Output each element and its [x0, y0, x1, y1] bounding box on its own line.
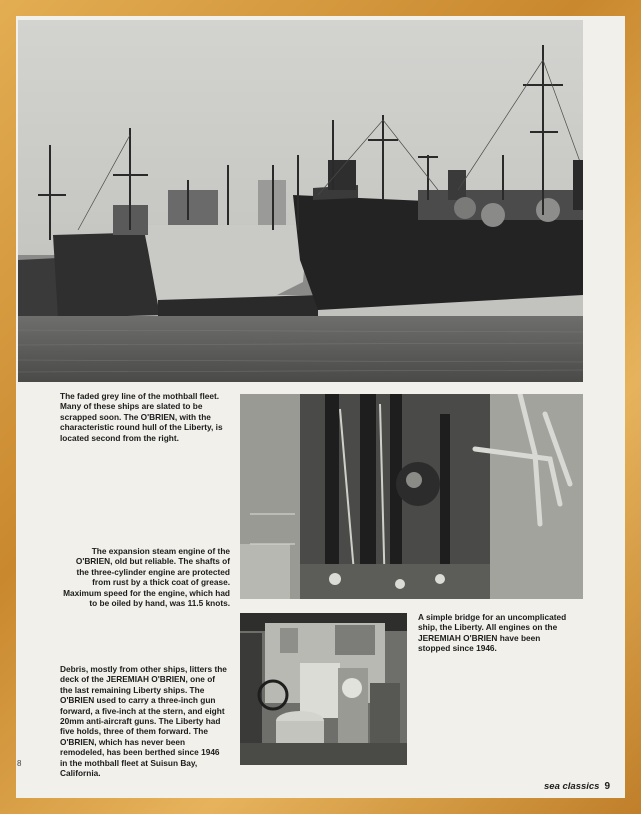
page-number: 9	[604, 781, 611, 792]
photo-steam-engine	[240, 394, 583, 599]
caption-steam-engine: The expansion steam engine of the O'BRIEN, old but reliable. The shafts of the three-cylinder engine are protected from rust by a thick coat of grease. Maximum speed for the engine, which had to be oiled by hand, was 11.5 knots.	[63, 546, 230, 609]
caption-bridge: A simple bridge for an uncomplicated ship, the Liberty. All engines on the JEREMIAH O'BRIEN have been stopped since 1946.	[418, 612, 567, 654]
page-footer	[544, 781, 610, 792]
photo-bridge-deck	[240, 613, 407, 765]
photo-mothball-fleet	[18, 20, 583, 382]
magazine-name: sea classics	[544, 781, 600, 792]
caption-mothball-fleet: The faded grey line of the mothball fleet. Many of these ships are slated to be scrapped soon. The O'BRIEN, with the characteristic round hull of the Liberty, is located second from the right.	[60, 391, 223, 443]
caption-deck-debris: Debris, mostly from other ships, litters the deck of the JEREMIAH O'BRIEN, one of the last remaining Liberty ships. The O'BRIEN used to carry a three-inch gun forward, a five-inch at the stern, and eight 20mm anti-aircraft guns. The Liberty had five holds, three of them forward. The O'BRIEN, which has never been remodeled, has been berthed since 1946 in the mothball fleet at Suisun Bay, California.	[60, 664, 227, 779]
side-mark: 8	[17, 759, 22, 768]
